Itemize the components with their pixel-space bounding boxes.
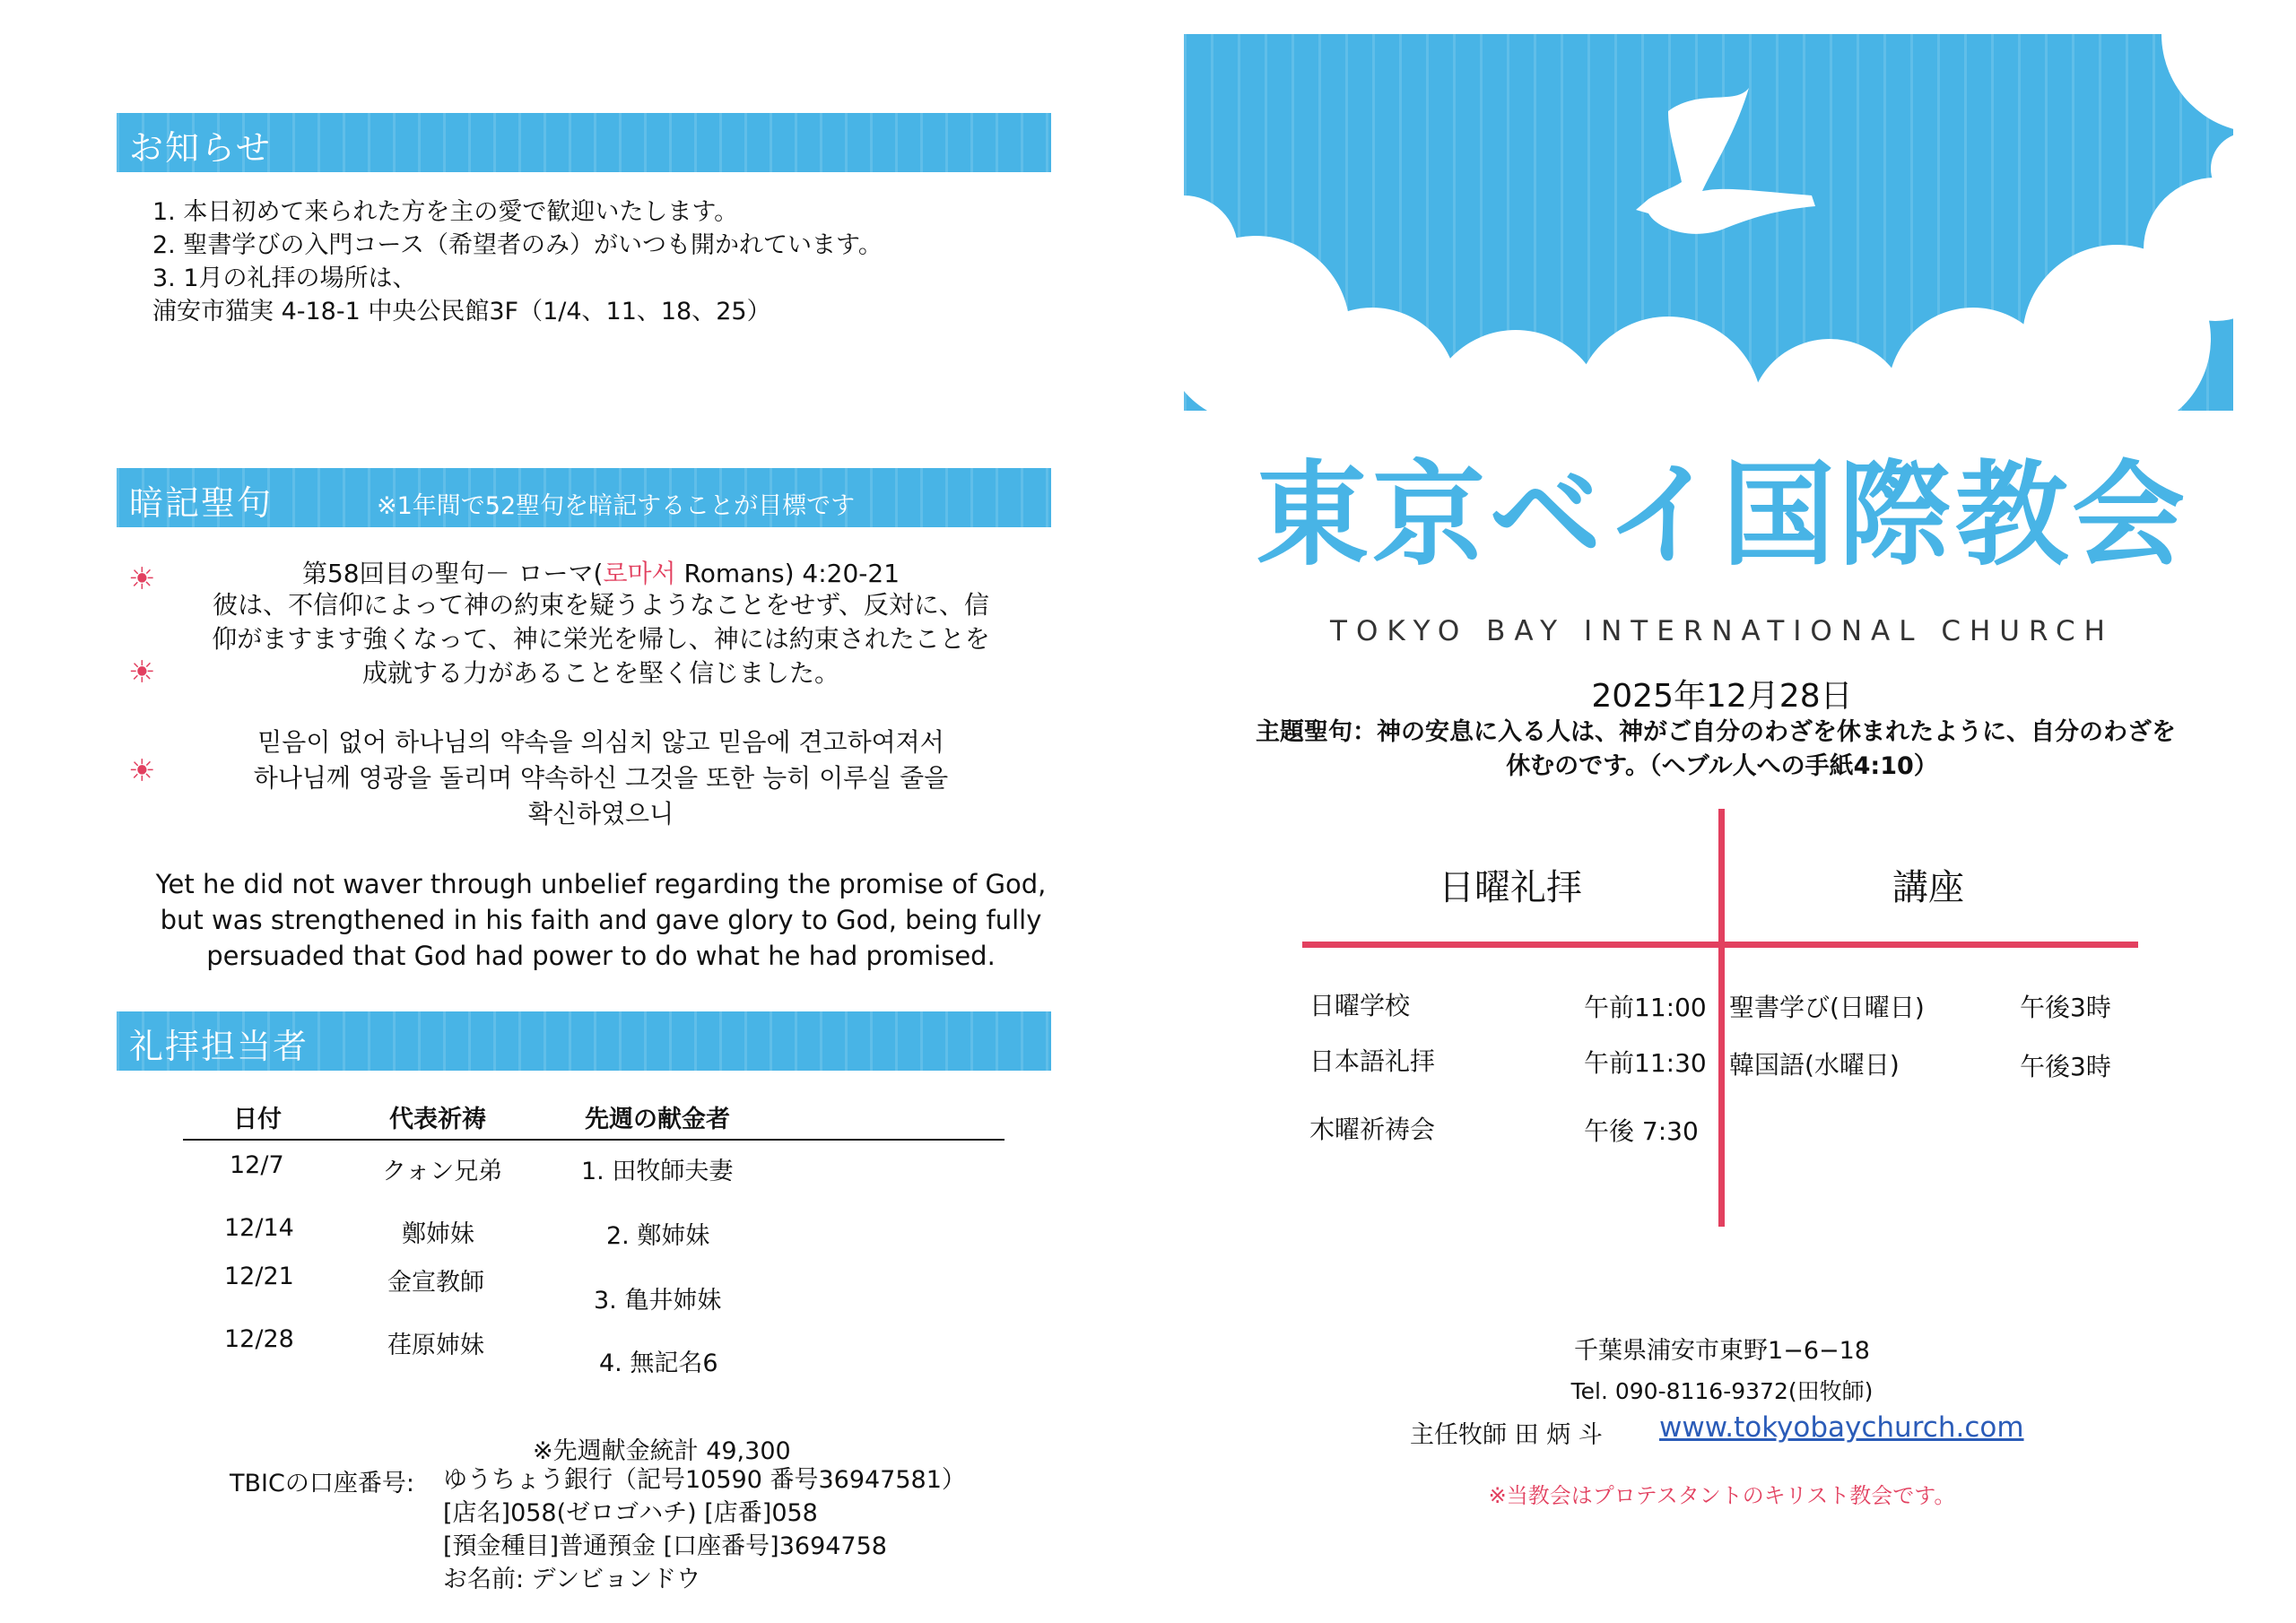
worship-staff-title: 礼拝担当者 bbox=[129, 1027, 309, 1066]
notice-item-1: 1. 本日初めて来られた方を主の愛で歓迎いたします。 bbox=[152, 198, 739, 226]
verse-jp-line: 成就する力があることを堅く信じました。 bbox=[361, 658, 839, 688]
table-cell-date: 12/7 bbox=[230, 1151, 284, 1179]
notice-item-2: 2. 聖書学びの入門コース（希望者のみ）がいつも開かれています。 bbox=[152, 231, 883, 259]
verse-reference-korean: 로마서 bbox=[603, 559, 676, 588]
notices-title: お知らせ bbox=[129, 128, 272, 168]
table-cell-offering: 1. 田牧師夫妻 bbox=[581, 1158, 734, 1185]
verse-en-line: persuaded that God had power to do what he had promised. bbox=[206, 941, 996, 971]
verse-en-line: Yet he did not waver through unbelief regarding the promise of God, bbox=[155, 869, 1047, 899]
account-label: TBICの口座番号: bbox=[230, 1470, 414, 1497]
church-name-english: TOKYO BAY INTERNATIONAL CHURCH bbox=[1330, 615, 2114, 647]
service-date: 2025年12月28日 bbox=[1591, 678, 1853, 715]
sun-icon: ☀ bbox=[128, 753, 156, 789]
notice-item-4: 浦安市猫実 4-18-1 中央公民館3F（1/4、11、18、25） bbox=[152, 298, 771, 325]
schedule-item-time: 午前11:30 bbox=[1584, 1048, 1707, 1078]
table-cell-date: 12/28 bbox=[224, 1325, 294, 1353]
lecture-title: 講座 bbox=[1892, 867, 1964, 908]
sun-icon: ☀ bbox=[128, 561, 156, 597]
sky-cloud-banner bbox=[1184, 34, 2260, 429]
verse-japanese bbox=[152, 588, 1049, 690]
memory-verse-title: 暗記聖句 bbox=[129, 483, 274, 523]
schedule-item-name: 日曜学校 bbox=[1309, 991, 1411, 1020]
cross-horizontal-line bbox=[1302, 942, 2138, 948]
church-address: 千葉県浦安市東野1−6−18 bbox=[1574, 1337, 1870, 1365]
cross-vertical-line bbox=[1718, 809, 1725, 1227]
protestant-note: ※当教会はプロテスタントのキリスト教会です。 bbox=[1488, 1483, 1956, 1508]
offering-total: ※先週献金統計 49,300 bbox=[533, 1437, 791, 1465]
account-line: [店名]058(ゼロゴハチ) [店番]058 bbox=[443, 1499, 818, 1527]
church-phone: Tel. 090-8116-9372(田牧師) bbox=[1570, 1378, 1874, 1404]
notices-list bbox=[152, 195, 883, 328]
table-header-divider bbox=[183, 1139, 1004, 1141]
verse-reference-suffix: Romans) 4:20-21 bbox=[675, 559, 900, 588]
notices-header-bar bbox=[117, 113, 1051, 172]
account-details bbox=[443, 1463, 966, 1596]
lecture-item-name: 聖書学び(日曜日) bbox=[1729, 993, 1925, 1022]
theme-verse-label: 主題聖句： bbox=[1256, 718, 1377, 746]
verse-jp-line: 彼は、不信仰によって神の約束を疑うようなことをせず、反対に、信 bbox=[213, 590, 989, 620]
verse-korean bbox=[152, 725, 1049, 832]
verse-kr-line: 믿음이 없어 하나님의 약속을 의심치 않고 믿음에 견고하여져서 bbox=[257, 727, 944, 757]
table-cell-offering: 4. 無記名6 bbox=[599, 1350, 718, 1377]
table-cell-offering: 3. 亀井姉妹 bbox=[594, 1287, 722, 1315]
verse-kr-line: 확신하였으니 bbox=[527, 799, 674, 829]
verse-reference-prefix: 第58回目の聖句－ ローマ( bbox=[301, 559, 604, 588]
sunday-worship-title: 日曜礼拝 bbox=[1439, 867, 1582, 908]
verse-reference bbox=[152, 554, 1049, 590]
column-header-prayer: 代表祈祷 bbox=[389, 1106, 486, 1133]
verse-kr-line: 하나님께 영광을 돌리며 약속하신 그것을 또한 능히 이루실 줄을 bbox=[253, 763, 949, 793]
verse-jp-line: 仰がますます強くなって、神に栄光を帰し、神には約束されたことを bbox=[212, 624, 990, 654]
church-name: 東京ベイ国際教会 bbox=[1256, 449, 2188, 581]
table-cell-offering: 2. 鄭姉妹 bbox=[606, 1222, 710, 1250]
schedule-item-time: 午後 7:30 bbox=[1584, 1116, 1699, 1146]
theme-verse-text: 神の安息に入る人は、神がご自分のわざを休まれたように、自分のわざを bbox=[1377, 718, 2176, 746]
pastor-name: 主任牧師 田 炳 斗 bbox=[1410, 1421, 1603, 1449]
church-website-link[interactable]: www.tokyobaychurch.com bbox=[1659, 1411, 2024, 1444]
schedule-item-name: 日本語礼拝 bbox=[1309, 1046, 1436, 1076]
lecture-item-name: 韓国語(水曜日) bbox=[1729, 1050, 1900, 1080]
memory-verse-subtitle: ※1年間で52聖句を暗記することが目標です bbox=[377, 492, 856, 520]
account-line: お名前: デンビョンドウ bbox=[443, 1566, 701, 1593]
table-cell-date: 12/21 bbox=[224, 1263, 294, 1290]
worship-staff-header-bar bbox=[117, 1011, 1051, 1071]
memory-verse-header-bar bbox=[117, 468, 1051, 527]
column-header-date: 日付 bbox=[233, 1106, 282, 1133]
table-cell-date: 12/14 bbox=[224, 1214, 294, 1242]
schedule-item-name: 木曜祈祷会 bbox=[1309, 1115, 1436, 1144]
theme-verse-line2: 休むのです。（ヘブル人への手紙4:10） bbox=[1506, 752, 1938, 780]
table-cell-prayer: 荏原姉妹 bbox=[387, 1332, 484, 1359]
sun-icon: ☀ bbox=[128, 655, 156, 690]
account-line: ゆうちょう銀行（記号10590 番号36947581） bbox=[443, 1466, 966, 1494]
notice-item-3: 3. 1月の礼拝の場所は、 bbox=[152, 265, 417, 292]
verse-english bbox=[152, 866, 1049, 974]
account-line: [預金種目]普通預金 [口座番号]3694758 bbox=[443, 1532, 887, 1560]
table-cell-prayer: 金宣教師 bbox=[387, 1269, 484, 1297]
lecture-item-time: 午後3時 bbox=[2020, 993, 2111, 1022]
column-header-offering: 先週の献金者 bbox=[585, 1106, 730, 1133]
table-cell-prayer: 鄭姉妹 bbox=[402, 1220, 474, 1248]
lecture-item-time: 午後3時 bbox=[2020, 1052, 2111, 1081]
table-cell-prayer: クォン兄弟 bbox=[382, 1158, 503, 1185]
verse-en-line: but was strengthened in his faith and gave glory to God, being fully bbox=[160, 905, 1042, 935]
theme-verse-line1 bbox=[1256, 712, 2176, 747]
schedule-item-time: 午前11:00 bbox=[1584, 993, 1707, 1022]
